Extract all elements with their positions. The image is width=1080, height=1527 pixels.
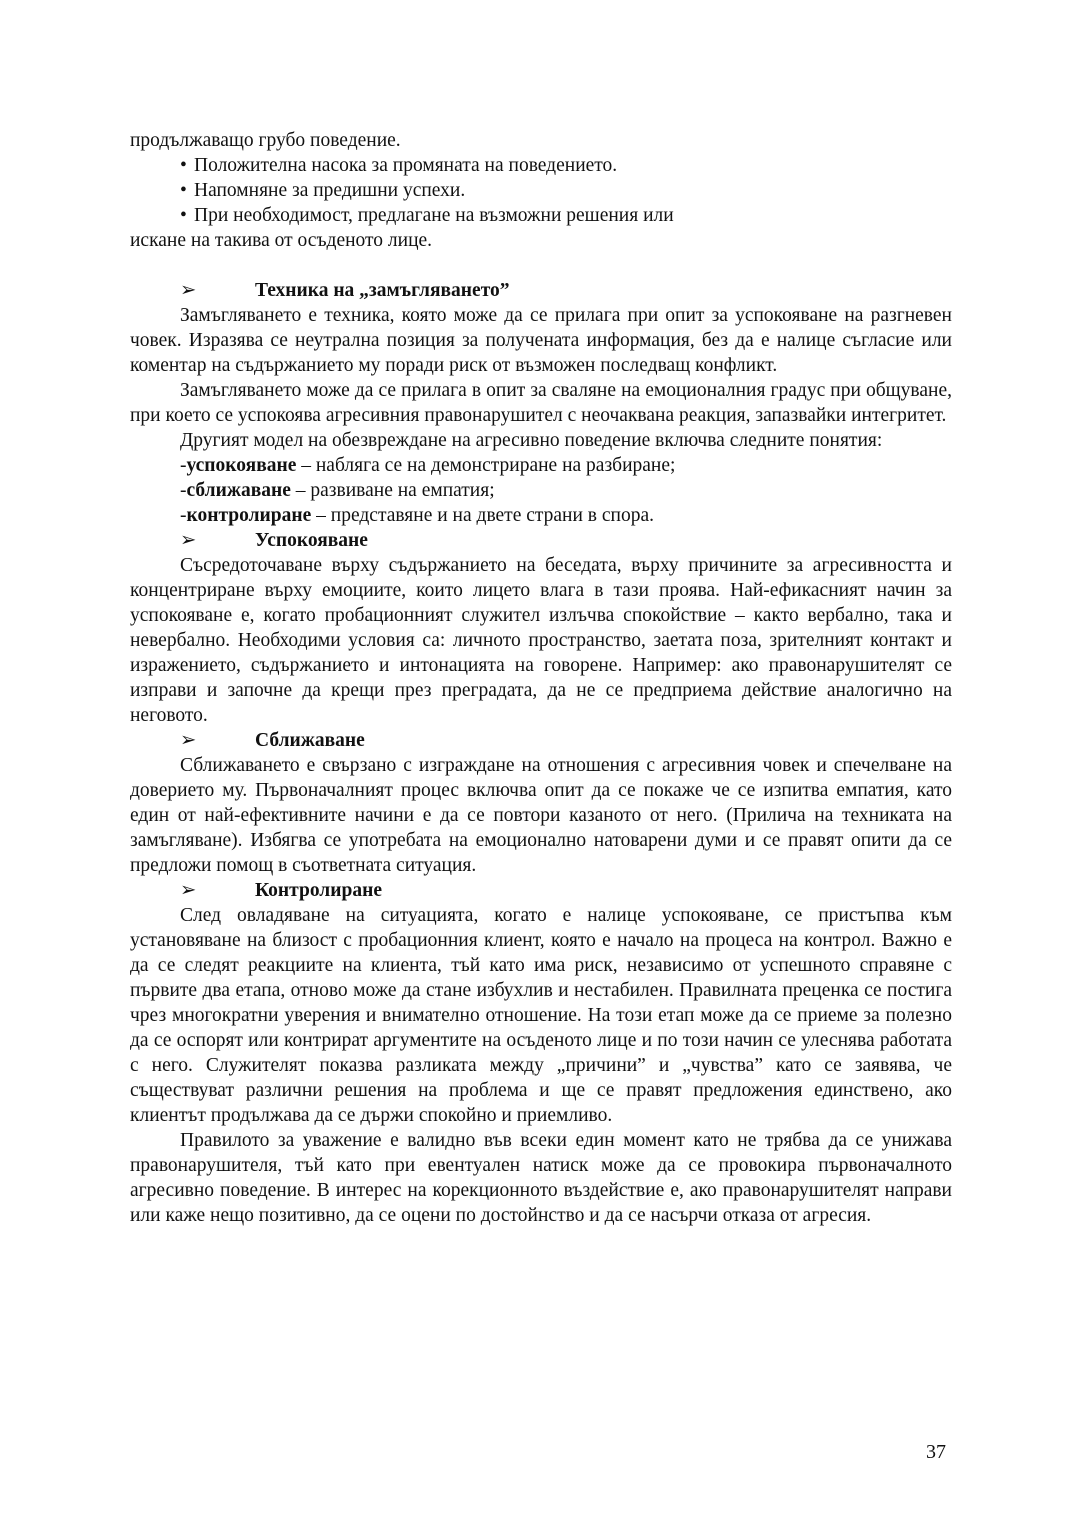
paragraph: След овладяване на ситуацията, когато е налице успокояване, се пристъпва към установяване на близост с пробационния клиент, която е начало на процеса на контрол. Важно е да се следят реакциите на клиента, тъй като има риск, независимо от успешното справяне с първите два етапа, отново може да стане избухлив и нестабилен. Правилната преценка се постига чрез многократни уверения и внимателно отношение. На този етап може да се приеме за полезно да се оспорят или контрират аргументите на осъденото лице и по този начин се улеснява работата с него. Служителят показва разликата между „причини” и „чувства” като се заявява, че съществуват различни решения на проблема и ще се правят предложения единствено, ако клиентът продължава да се държи спокойно и приемливо. <box>130 905 952 1126</box>
bullet-text: Напомняне за предишни успехи. <box>194 180 466 201</box>
bullet-item <box>130 153 952 178</box>
term-prefix: - <box>180 480 187 501</box>
heading-text: Контролиране <box>255 880 382 901</box>
bullet-icon: • <box>180 155 187 176</box>
heading-text: Успокояване <box>255 530 368 551</box>
term-item <box>130 453 952 478</box>
term-prefix: - <box>180 505 187 526</box>
term-bold: успокояване <box>186 455 297 476</box>
page-number: 37 <box>926 1441 946 1463</box>
arrow-icon: ➢ <box>180 280 197 301</box>
bullet-text: Положителна насока за промяната на поведението. <box>194 155 618 176</box>
section-heading-control <box>130 878 952 903</box>
section-heading-approach <box>130 728 952 753</box>
page-content <box>130 128 952 1228</box>
section-heading-blur <box>130 278 952 303</box>
paragraph: Замъгляването е техника, която може да се прилага при опит за успокояване на разгневен човек. Изразява се неутрална позиция за получената информация, без да е налице съгласие или коментар на съдържанието му поради риск от възможен последващ конфликт. <box>130 305 952 376</box>
bullet-text: При необходимост, предлагане на възможни решения или <box>194 205 674 226</box>
paragraph: Сближаването е свързано с изграждане на отношения с агресивния човек и спечелване на доверието му. Първоначалният процес включва опит да се покаже че се изпитва емпатия, като един от най-ефективните начини е да се повтори казаното от него. (Прилича на техниката на замъгляване). Избягва се употребата на емоционално натоварени думи и се правят опити да се предложи помощ в съответната ситуация. <box>130 755 952 876</box>
spacer <box>130 253 952 278</box>
section-heading-calm <box>130 528 952 553</box>
term-bold: контролиране <box>186 505 312 526</box>
arrow-icon: ➢ <box>180 880 197 901</box>
term-bold: сближаване <box>186 480 291 501</box>
term-description: – развиване на емпатия; <box>290 480 495 501</box>
bullet-item <box>130 178 952 203</box>
paragraph: Замъгляването може да се прилага в опит за сваляне на емоционалния градус при общуване, при което се успокоява агресивния правонарушител с неочаквана реакция, запазвайки интегритет. <box>130 380 952 426</box>
arrow-icon: ➢ <box>180 530 197 551</box>
term-description: – представяне и на двете страни в спора. <box>311 505 655 526</box>
bullet-continuation: искане на такива от осъденото лице. <box>130 230 433 251</box>
paragraph: Другият модел на обезвреждане на агресивно поведение включва следните понятия: <box>180 430 883 451</box>
bullet-icon: • <box>180 180 187 201</box>
heading-text: Сближаване <box>255 730 365 751</box>
bullet-icon: • <box>180 205 187 226</box>
bullet-item <box>130 203 952 228</box>
term-item <box>130 503 952 528</box>
intro-continuation: продължаващо грубо поведение. <box>130 130 401 151</box>
arrow-icon: ➢ <box>180 730 197 751</box>
closing-paragraph: Правилото за уважение е валидно във всеки един момент като не трябва да се унижава правонарушителя, тъй като при евентуален натиск може да се провокира първоначалното агресивно поведение. В интерес на корекционното въздействие е, ако правонарушителят направи или каже нещо позитивно, да се оцени по достойнство и да се насърчи отказа от агресия. <box>130 1130 952 1226</box>
term-description: – наблягa се на демонстриране на разбиране; <box>296 455 676 476</box>
heading-text: Техника на „замъгляването” <box>255 280 510 301</box>
term-item <box>130 478 952 503</box>
paragraph: Съсредоточаване върху съдържанието на беседата, върху причините за агресивността и концентриране върху емоциите, които лицето влага в тази проява. Най-ефикасният начин за успокояване е, когато пробационният служител излъчва спокойствие – както вербално, така и невербално. Необходими условия са: личното пространство, заетата поза, зрителният контакт и изражението, съдържанието и интонацията на говорене. Например: ако правонарушителят се изправи и започне да крещи през преградата, да не се предприема действие аналогично на неговото. <box>130 555 952 726</box>
term-prefix: - <box>180 455 187 476</box>
